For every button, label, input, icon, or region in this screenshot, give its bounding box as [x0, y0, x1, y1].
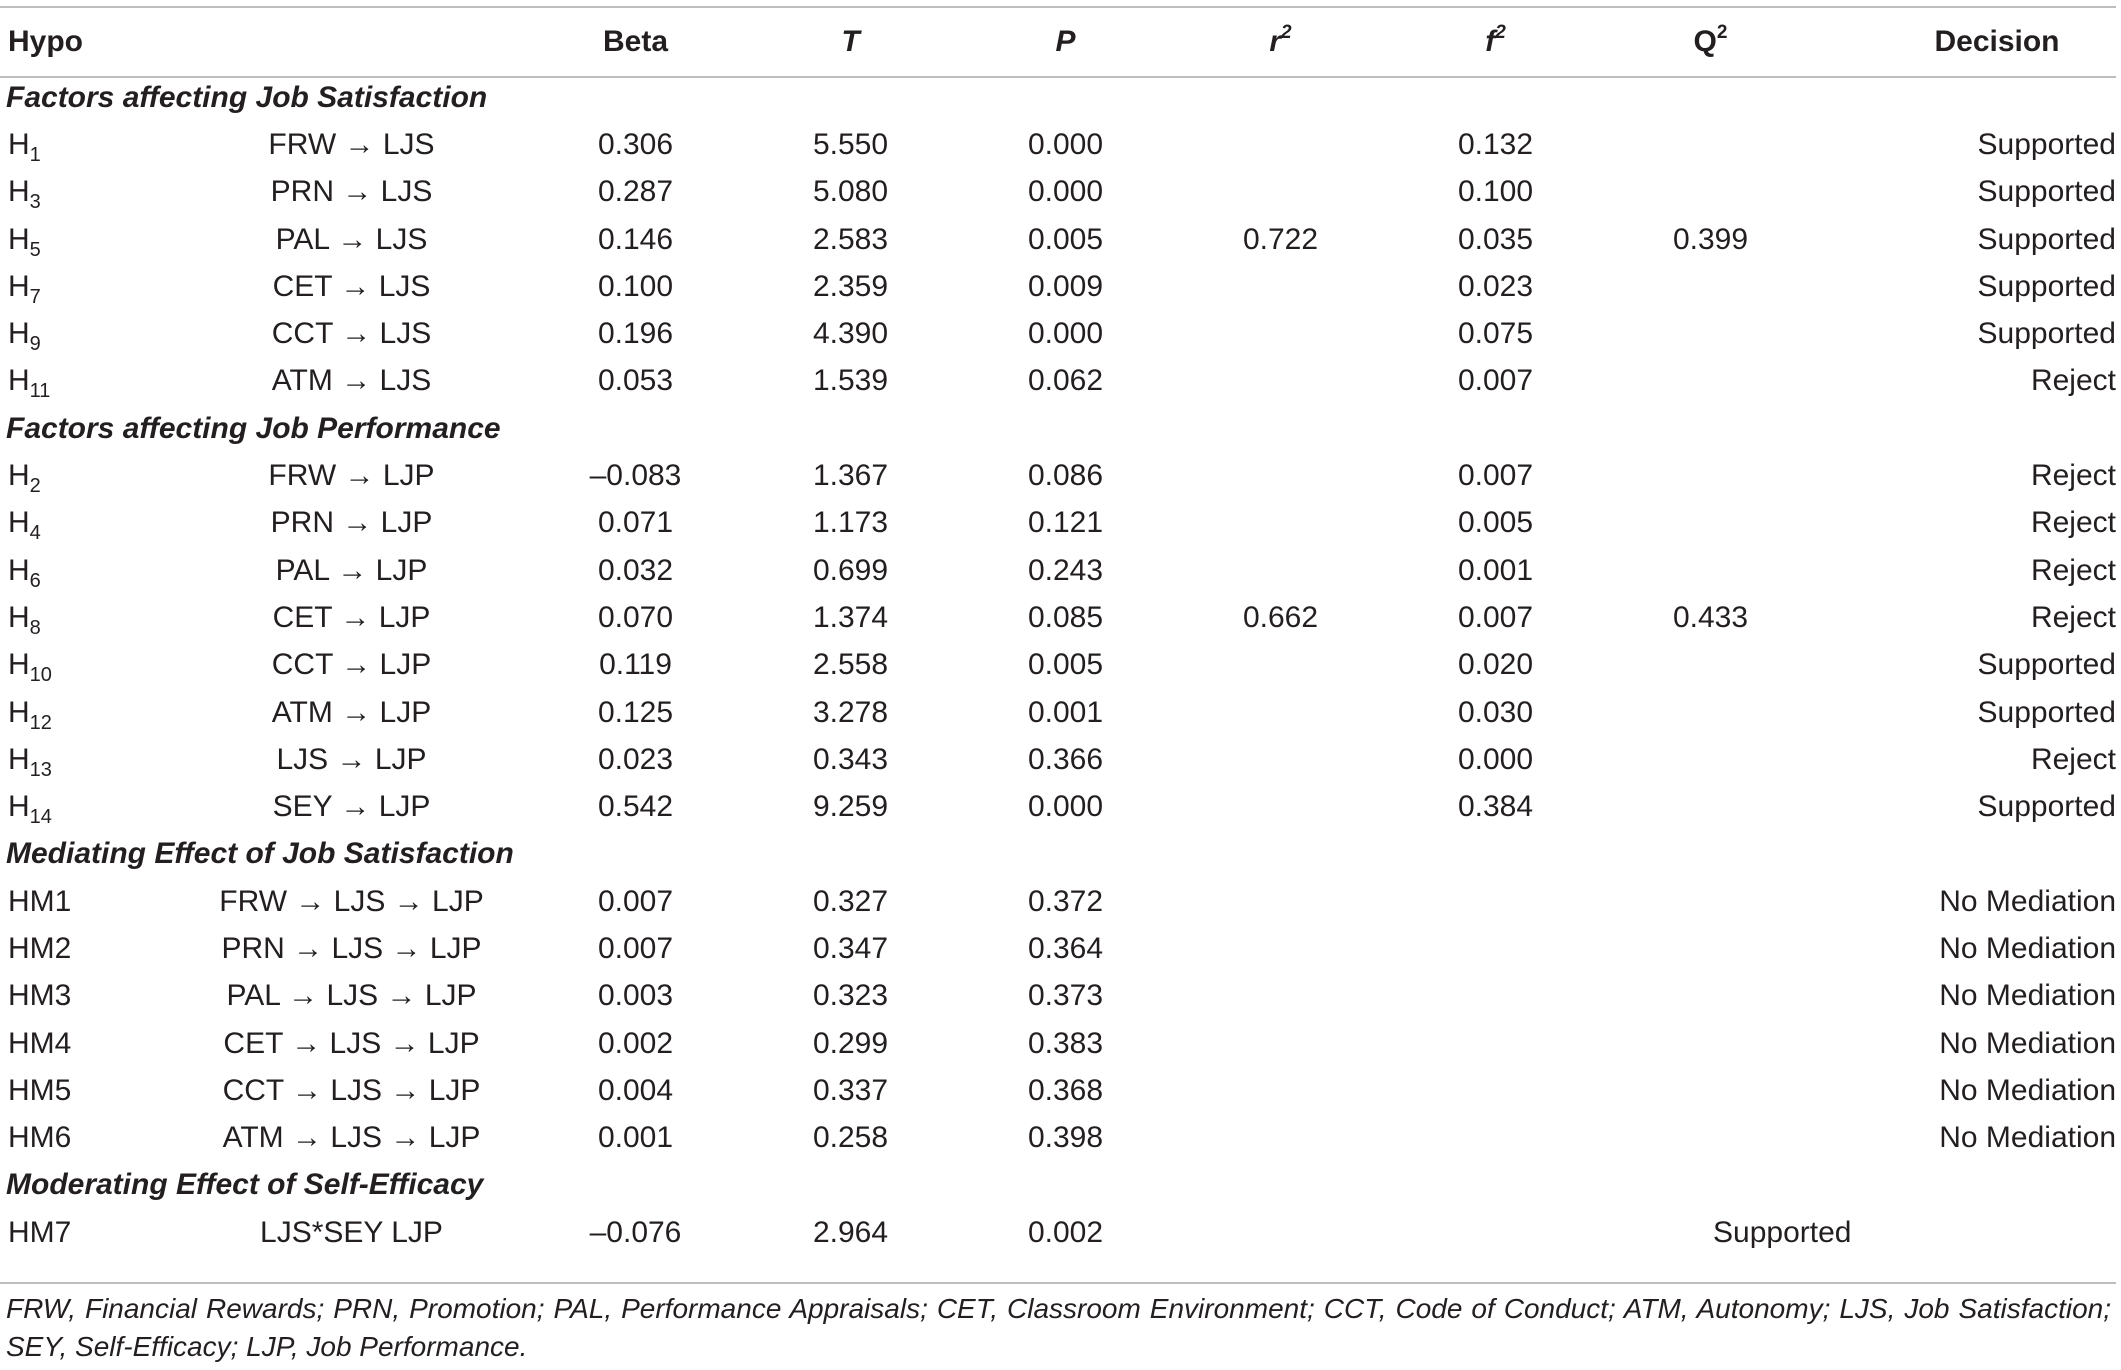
f2-cell: 0.007: [1457, 364, 1534, 398]
decision-cell: Supported: [1977, 222, 2116, 256]
f2-cell: 0.075: [1457, 317, 1534, 351]
decision-cell: Supported: [1977, 175, 2116, 209]
decision-cell: No Mediation: [1939, 1121, 2116, 1155]
path-cell: CET → LJS: [272, 269, 431, 303]
q2-cell: [1603, 878, 1818, 925]
hypothesis-cell: [0, 689, 175, 736]
decision-cell: Supported: [1977, 695, 2116, 729]
beta-cell: 0.070: [597, 600, 674, 634]
decision-cell: Reject: [2030, 364, 2116, 398]
r2-cell: [1173, 1067, 1388, 1114]
beta-cell: 0.001: [597, 1121, 674, 1155]
path-cell: ATM → LJP: [271, 695, 432, 729]
path-cell: PRN → LJS → LJP: [221, 931, 482, 965]
q2-cell: [1603, 973, 1818, 1020]
hypothesis-label: H: [8, 222, 30, 256]
hypothesis-cell: [0, 736, 175, 783]
header-f2: [1388, 10, 1603, 74]
decision-cell: Supported: [1977, 790, 2116, 824]
r2-cell: [1173, 925, 1388, 972]
table-footnote: FRW, Financial Rewards; PRN, Promotion; PAL, Performance Appraisals; CET, Classroom Environment; CCT, Code of Conduct; ATM, Autonomy; LJS, Job Satisfaction; SEY, Self-Efficacy; LJP, Job Performance.: [6, 1293, 2111, 1362]
q2-cell: [1603, 263, 1818, 310]
beta-cell: 0.002: [597, 1026, 674, 1060]
header-beta: Beta: [602, 25, 669, 58]
hypothesis-label: HM2: [8, 931, 72, 965]
p-value-cell: 0.398: [1027, 1121, 1104, 1155]
t-value-cell: 0.323: [812, 979, 889, 1013]
path-cell: ATM → LJS → LJP: [222, 1121, 481, 1155]
r2-cell: [1173, 642, 1388, 689]
hypothesis-subscript: 11: [29, 380, 51, 403]
p-value-cell: 0.368: [1027, 1073, 1104, 1107]
q2-cell: [1603, 169, 1818, 216]
path-cell: CET → LJP: [272, 600, 431, 634]
hypothesis-label: HM5: [8, 1073, 72, 1107]
q2-cell: [1603, 358, 1818, 405]
beta-cell: –0.076: [589, 1215, 682, 1249]
decision-cell: Reject: [2030, 506, 2116, 540]
q2-cell: [1603, 642, 1818, 689]
r2-cell: [1173, 169, 1388, 216]
r2-cell: [1173, 1115, 1388, 1162]
hypothesis-subscript: 7: [29, 285, 41, 308]
section-header-row: [0, 1162, 2116, 1209]
table-top-rule: [0, 6, 2116, 8]
hypothesis-subscript: 6: [29, 569, 41, 592]
p-value-cell: 0.002: [1027, 1215, 1104, 1249]
beta-cell: 0.032: [597, 553, 674, 587]
r2-cell: 0.662: [1242, 600, 1319, 634]
p-value-cell: 0.000: [1027, 127, 1104, 161]
p-value-cell: 0.364: [1027, 931, 1104, 965]
t-value-cell: 2.583: [812, 222, 889, 256]
t-value-cell: 4.390: [812, 317, 889, 351]
t-value-cell: 1.367: [812, 459, 889, 493]
r2-cell: [1173, 736, 1388, 783]
hypothesis-subscript: 5: [29, 238, 41, 261]
hypothesis-label: HM7: [8, 1215, 72, 1249]
decision-cell: No Mediation: [1939, 1026, 2116, 1060]
section-title: Factors affecting Job Performance: [6, 411, 501, 445]
p-value-cell: 0.121: [1027, 506, 1104, 540]
p-value-cell: 0.005: [1027, 648, 1104, 682]
hypothesis-label: HM4: [8, 1026, 72, 1060]
table-row: [0, 216, 2116, 263]
hypothesis-label: HM6: [8, 1121, 72, 1155]
table-bottom-rule: [0, 1282, 2116, 1284]
p-value-cell: 0.001: [1027, 695, 1104, 729]
hypothesis-cell: [0, 121, 175, 168]
hypothesis-cell: [0, 1209, 175, 1256]
table-row: [0, 783, 2116, 830]
hypothesis-cell: [0, 973, 175, 1020]
beta-cell: –0.083: [589, 459, 682, 493]
decision-cell: No Mediation: [1939, 931, 2116, 965]
r2-cell: [1173, 689, 1388, 736]
header-q2-base: Q: [1693, 25, 1717, 58]
header-r2-base: r: [1269, 25, 1282, 58]
t-value-cell: 2.964: [812, 1215, 889, 1249]
t-value-cell: 1.539: [812, 364, 889, 398]
r2-cell: [1173, 1209, 1388, 1256]
q2-cell: [1603, 452, 1818, 499]
header-f2-sup: 2: [1495, 22, 1506, 43]
t-value-cell: 9.259: [812, 790, 889, 824]
beta-cell: 0.146: [597, 222, 674, 256]
t-value-cell: 0.337: [812, 1073, 889, 1107]
path-cell: ATM → LJS: [271, 364, 432, 398]
p-value-cell: 0.366: [1027, 742, 1104, 776]
path-cell: CCT → LJS → LJP: [222, 1073, 481, 1107]
hypothesis-cell: [0, 878, 175, 925]
f2-cell: [1388, 973, 1603, 1020]
hypothesis-label: H: [8, 269, 30, 303]
hypothesis-label: H: [8, 175, 30, 209]
q2-cell: [1603, 1020, 1818, 1067]
hypothesis-subscript: 8: [29, 616, 41, 639]
decision-cell: Supported: [1713, 1215, 1852, 1249]
f2-cell: 0.384: [1457, 790, 1534, 824]
hypothesis-subscript: 3: [29, 191, 41, 214]
decision-cell: Reject: [2030, 553, 2116, 587]
p-value-cell: 0.000: [1027, 790, 1104, 824]
path-cell: FRW → LJS → LJP: [219, 884, 484, 918]
path-cell: PAL → LJS: [275, 222, 428, 256]
p-value-cell: 0.373: [1027, 979, 1104, 1013]
hypothesis-subscript: 1: [29, 143, 41, 166]
header-q2-sup: 2: [1716, 22, 1728, 43]
r2-cell: 0.722: [1242, 222, 1319, 256]
beta-cell: 0.007: [597, 884, 674, 918]
header-r2: [1173, 10, 1388, 74]
f2-cell: 0.023: [1457, 269, 1534, 303]
decision-cell: No Mediation: [1939, 979, 2116, 1013]
beta-cell: 0.023: [597, 742, 674, 776]
t-value-cell: 2.359: [812, 269, 889, 303]
q2-cell: 0.399: [1672, 222, 1749, 256]
t-value-cell: 0.699: [812, 553, 889, 587]
path-cell: FRW → LJS: [268, 127, 435, 161]
table-row: [0, 878, 2116, 925]
p-value-cell: 0.086: [1027, 459, 1104, 493]
path-cell: FRW → LJP: [268, 459, 435, 493]
hypothesis-cell: [0, 925, 175, 972]
f2-cell: 0.007: [1457, 600, 1534, 634]
hypothesis-subscript: 4: [29, 522, 41, 545]
hypothesis-subscript: 9: [29, 333, 41, 356]
beta-cell: 0.542: [597, 790, 674, 824]
hypothesis-label: H: [8, 364, 30, 398]
path-cell: PAL → LJP: [275, 553, 428, 587]
hypothesis-subscript: 13: [29, 758, 52, 781]
hypothesis-label: H: [8, 648, 30, 682]
beta-cell: 0.100: [597, 269, 674, 303]
beta-cell: 0.287: [597, 175, 674, 209]
t-value-cell: 5.080: [812, 175, 889, 209]
f2-cell: 0.007: [1457, 459, 1534, 493]
beta-cell: 0.125: [597, 695, 674, 729]
table-row: [0, 452, 2116, 499]
beta-cell: 0.071: [597, 506, 674, 540]
hypothesis-cell: [0, 310, 175, 357]
table-row: [0, 1067, 2116, 1114]
r2-cell: [1173, 452, 1388, 499]
f2-cell: 0.100: [1457, 175, 1534, 209]
hypothesis-label: HM3: [8, 979, 72, 1013]
hypothesis-subscript: 2: [29, 475, 41, 498]
p-value-cell: 0.383: [1027, 1026, 1104, 1060]
f2-cell: [1388, 1115, 1603, 1162]
table-row: [0, 358, 2116, 405]
hypothesis-cell: [0, 358, 175, 405]
table-row: [0, 973, 2116, 1020]
section-title: Moderating Effect of Self-Efficacy: [6, 1168, 484, 1202]
t-value-cell: 0.258: [812, 1121, 889, 1155]
f2-cell: 0.000: [1457, 742, 1534, 776]
header-p: P: [1055, 25, 1076, 58]
path-cell: PRN → LJP: [270, 506, 433, 540]
table-row: [0, 263, 2116, 310]
section-header-row: [0, 831, 2116, 878]
decision-cell: Supported: [1977, 317, 2116, 351]
header-q2: [1603, 10, 1818, 74]
hypothesis-cell: [0, 452, 175, 499]
p-value-cell: 0.005: [1027, 222, 1104, 256]
table-row: [0, 689, 2116, 736]
hypothesis-cell: [0, 1115, 175, 1162]
hypothesis-cell: [0, 594, 175, 641]
table-row: [0, 925, 2116, 972]
table-row: [0, 642, 2116, 689]
p-value-cell: 0.372: [1027, 884, 1104, 918]
t-value-cell: 5.550: [812, 127, 889, 161]
f2-cell: [1388, 1067, 1603, 1114]
r2-cell: [1173, 263, 1388, 310]
r2-cell: [1173, 783, 1388, 830]
hypothesis-subscript: 14: [29, 806, 52, 829]
hypothesis-cell: [0, 1067, 175, 1114]
t-value-cell: 3.278: [812, 695, 889, 729]
header-t: T: [841, 25, 860, 58]
hypothesis-label: H: [8, 742, 30, 776]
t-value-cell: 0.343: [812, 742, 889, 776]
p-value-cell: 0.000: [1027, 317, 1104, 351]
p-value-cell: 0.085: [1027, 600, 1104, 634]
hypothesis-label: H: [8, 506, 30, 540]
hypothesis-cell: [0, 783, 175, 830]
path-cell: CET → LJS → LJP: [223, 1026, 480, 1060]
r2-cell: [1173, 547, 1388, 594]
table-row: [0, 169, 2116, 216]
q2-cell: [1603, 310, 1818, 357]
q2-cell: 0.433: [1672, 600, 1749, 634]
table-row: [0, 500, 2116, 547]
decision-cell: No Mediation: [1939, 1073, 2116, 1107]
f2-cell: 0.035: [1457, 222, 1534, 256]
f2-cell: [1388, 878, 1603, 925]
hypothesis-label: H: [8, 790, 30, 824]
t-value-cell: 2.558: [812, 648, 889, 682]
f2-cell: 0.020: [1457, 648, 1534, 682]
r2-cell: [1173, 878, 1388, 925]
f2-cell: 0.030: [1457, 695, 1534, 729]
section-header-row: [0, 405, 2116, 452]
f2-cell: 0.001: [1457, 553, 1534, 587]
hypothesis-label: H: [8, 317, 30, 351]
header-path: [175, 10, 528, 74]
q2-cell: [1603, 121, 1818, 168]
hypothesis-cell: [0, 216, 175, 263]
results-table: [0, 10, 2116, 1256]
hypothesis-subscript: 12: [29, 711, 52, 734]
q2-cell: [1603, 689, 1818, 736]
decision-cell: No Mediation: [1939, 884, 2116, 918]
f2-cell: [1388, 925, 1603, 972]
section-title: Factors affecting Job Satisfaction: [6, 80, 488, 114]
beta-cell: 0.119: [599, 648, 672, 682]
beta-cell: 0.306: [597, 127, 674, 161]
table-body: [0, 74, 2116, 1256]
hypothesis-cell: [0, 547, 175, 594]
beta-cell: 0.004: [597, 1073, 674, 1107]
header-f2-base: f: [1485, 25, 1496, 58]
hypothesis-cell: [0, 1020, 175, 1067]
r2-cell: [1173, 358, 1388, 405]
beta-cell: 0.007: [597, 931, 674, 965]
f2-cell: 0.132: [1457, 127, 1534, 161]
p-value-cell: 0.000: [1027, 175, 1104, 209]
q2-cell: [1603, 1115, 1818, 1162]
table-row: [0, 1209, 2116, 1256]
section-title: Mediating Effect of Job Satisfaction: [6, 837, 514, 871]
decision-cell: Supported: [1977, 648, 2116, 682]
table-row: [0, 736, 2116, 783]
r2-cell: [1173, 121, 1388, 168]
decision-cell: Reject: [2030, 742, 2116, 776]
header-hypo: Hypo: [8, 25, 83, 58]
t-value-cell: 0.327: [812, 884, 889, 918]
beta-cell: 0.196: [597, 317, 674, 351]
table-row: [0, 594, 2116, 641]
f2-cell: 0.005: [1457, 506, 1534, 540]
hypothesis-label: H: [8, 600, 30, 634]
hypothesis-label: H: [8, 695, 30, 729]
path-cell: CCT → LJS: [271, 317, 432, 351]
r2-cell: [1173, 1020, 1388, 1067]
path-cell: LJS → LJP: [276, 742, 427, 776]
hypothesis-cell: [0, 500, 175, 547]
q2-cell: [1603, 925, 1818, 972]
beta-cell: 0.053: [597, 364, 674, 398]
decision-cell: Reject: [2030, 459, 2116, 493]
path-cell: SEY → LJP: [272, 790, 431, 824]
beta-cell: 0.003: [597, 979, 674, 1013]
table-row: [0, 547, 2116, 594]
hypothesis-label: H: [8, 127, 30, 161]
hypothesis-cell: [0, 642, 175, 689]
hypothesis-subscript: 10: [29, 664, 52, 687]
decision-cell: Supported: [1977, 127, 2116, 161]
p-value-cell: 0.009: [1027, 269, 1104, 303]
path-cell: PRN → LJS: [270, 175, 433, 209]
q2-cell: [1603, 1067, 1818, 1114]
header-decision: Decision: [1934, 25, 2060, 58]
q2-cell: [1603, 783, 1818, 830]
header-r2-sup: 2: [1281, 22, 1292, 43]
t-value-cell: 0.347: [812, 931, 889, 965]
table-header-row: [0, 10, 2116, 74]
hypothesis-cell: [0, 263, 175, 310]
decision-cell: Reject: [2030, 600, 2116, 634]
table-row: [0, 121, 2116, 168]
r2-cell: [1173, 310, 1388, 357]
path-cell: LJS*SEY LJP: [260, 1215, 443, 1249]
path-cell: CCT → LJP: [271, 648, 432, 682]
table-row: [0, 1115, 2116, 1162]
p-value-cell: 0.243: [1027, 553, 1104, 587]
r2-cell: [1173, 973, 1388, 1020]
decision-cell: Supported: [1977, 269, 2116, 303]
q2-cell: [1603, 736, 1818, 783]
hypothesis-cell: [0, 169, 175, 216]
r2-cell: [1173, 500, 1388, 547]
section-header-row: [0, 74, 2116, 121]
hypothesis-label: H: [8, 459, 30, 493]
t-value-cell: 1.374: [812, 600, 889, 634]
t-value-cell: 1.173: [812, 506, 889, 540]
hypothesis-label: H: [8, 553, 30, 587]
table-row: [0, 310, 2116, 357]
hypothesis-label: HM1: [8, 884, 72, 918]
t-value-cell: 0.299: [812, 1026, 889, 1060]
table-row: [0, 1020, 2116, 1067]
f2-cell: [1388, 1020, 1603, 1067]
path-cell: PAL → LJS → LJP: [226, 979, 477, 1013]
q2-cell: [1603, 547, 1818, 594]
p-value-cell: 0.062: [1027, 364, 1104, 398]
q2-cell: [1603, 500, 1818, 547]
f2-cell: [1388, 1209, 1603, 1256]
